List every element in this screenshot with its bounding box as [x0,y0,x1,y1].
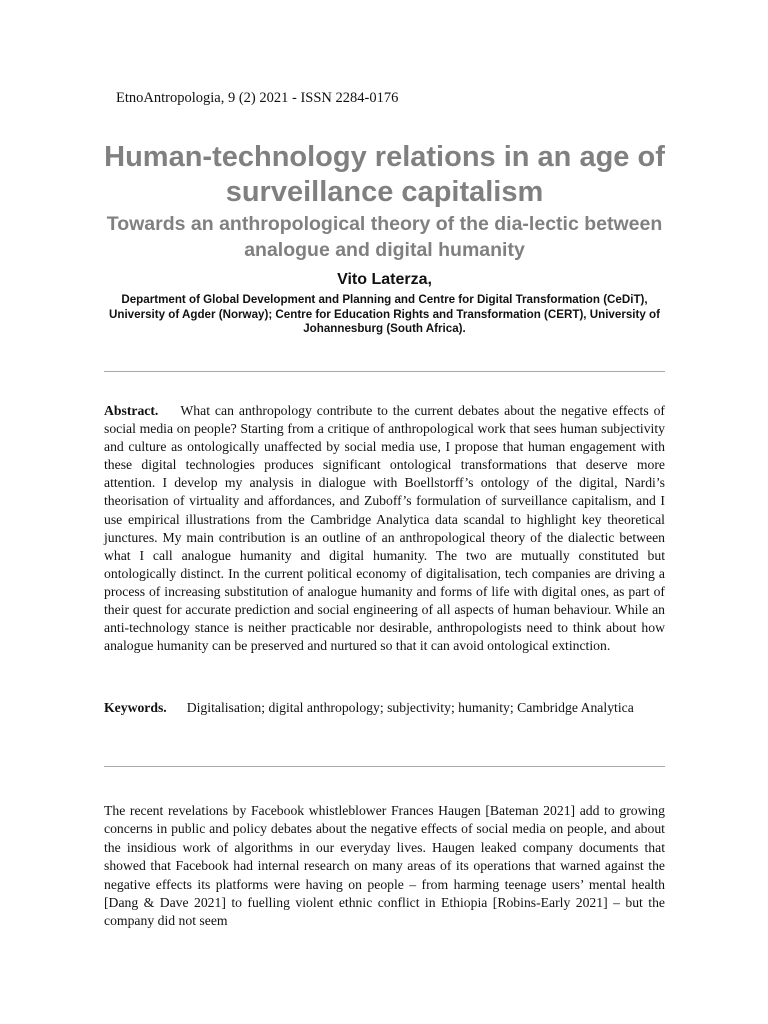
author-name: Vito Laterza, [337,271,432,288]
abstract-label: Abstract. [104,403,159,418]
keywords-text: Digitalisation; digital anthropology; subjectivity; humanity; Cambridge Analytica [186,700,634,715]
keywords-paragraph [104,699,665,717]
article-title: Human-technology relations in an age of surveillance capitalism [104,141,665,208]
abstract-text: What can anthropology contribute to the current debates about the negative effects of social media on people? Starting from a critique of anthropological work that sees human subjectivity and culture as ontologically unaffected by social media use, I propose that human engagement with these digital technologies produces significant ontological transformations that deserve more attention. I develop my analysis in dialogue with Boellstorff’s ontology of the digital, Nardi’s theorisation of virtuality and affordances, and Zuboff’s formulation of surveillance capitalism, and I use empirical illustrations from the Cambridge Analytica data scandal to highlight key theoretical junctures. My main contribution is an outline of an anthropological theory of the dialectic between what I call analogue humanity and digital humanity. The two are mutually constituted but ontologically distinct. In the current political economy of digitalisation, tech companies are driving a process of increasing substitution of analogue humanity and forms of life with digital ones, as part of their quest for accurate prediction and social engineering of all aspects of human behaviour. While an anti-technology stance is neither practicable nor desirable, anthropologists need to think about how analogue humanity can be preserved and nurtured so that it can avoid ontological extinction. [104,403,665,654]
keywords-label: Keywords. [104,700,167,715]
article-subtitle: Towards an anthropological theory of the dia-lectic between analogue and digital humanity [106,213,663,261]
abstract-paragraph [104,402,665,655]
author-affiliation: Department of Global Development and Planning and Centre for Digital Transformation (CeDiT), University of Agder (Norway); Centre for Education Rights and Transformation (CERT), University of Johannesburg (South Africa). [109,293,660,335]
journal-header: EtnoAntropologia, 9 (2) 2021 - ISSN 2284-0176 [116,90,399,106]
title-block [104,140,665,337]
divider-bottom [104,766,665,767]
body-paragraph: The recent revelations by Facebook whistleblower Frances Haugen [Bateman 2021] add to growing concerns in public and policy debates about the negative effects of social media on people, and about the insidious work of algorithms in our everyday lives. Haugen leaked company documents that showed that Facebook had internal research on many areas of its operations that warned against the negative effects its platforms were having on people – from harming teenage users’ mental health [Dang & Dave 2021] to fuelling violent ethnic conflict in Ethiopia [Robins-Early 2021] – but the company did not seem [104,803,665,929]
divider-top [104,371,665,372]
